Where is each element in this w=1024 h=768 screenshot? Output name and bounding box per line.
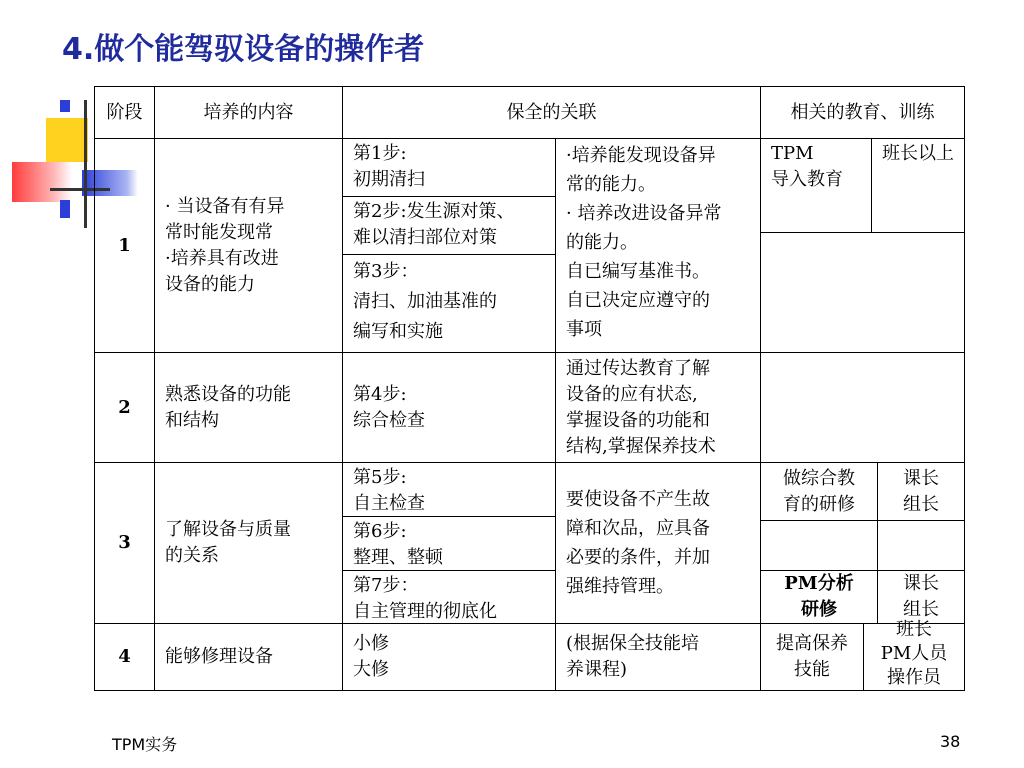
row4-stage: 4 [95, 624, 155, 690]
header-content: 培养的内容 [155, 87, 343, 139]
page-number: 38 [940, 732, 961, 751]
footer-label: TPM实务 [112, 735, 178, 754]
row3-education-1: 做综合教 育的研修 [761, 463, 878, 521]
row3-content: 了解设备与质量 的关系 [155, 463, 343, 624]
logo-blue-mark [60, 100, 70, 112]
row3-stage: 3 [95, 463, 155, 624]
row3-target-1: 课长 组长 [878, 463, 964, 521]
row4-relation: (根据保全技能培 养课程) [556, 624, 761, 690]
row4-content: 能够修理设备 [155, 624, 343, 690]
row2-content: 熟悉设备的功能 和结构 [155, 353, 343, 463]
row3-education-2-empty [761, 521, 878, 571]
row3-target-3: 课长 组长 [878, 571, 964, 624]
row2-empty [761, 353, 964, 463]
row3-step7: 第7步： 自主管理的彻底化 [343, 571, 556, 624]
row4-education: 提高保养 技能 [761, 624, 864, 690]
row1-stage: 1 [95, 139, 155, 353]
row1-target: 班长以上 [872, 139, 964, 233]
row4-target: 班长 PM人员 操作员 [880, 618, 948, 688]
row2-step4: 第4步: 综合检查 [343, 353, 556, 463]
row4-repair: 小修 大修 [343, 624, 556, 690]
slide-title: 4.做个能驾驭设备的操作者 [62, 32, 425, 67]
header-relation: 保全的关联 [343, 87, 761, 139]
logo-yellow-square [46, 118, 88, 162]
row2-relation: 通过传达教育了解 设备的应有状态, 掌握设备的功能和 结构,掌握保养技术 [556, 353, 761, 463]
row3-target-2-empty [878, 521, 964, 571]
logo-vertical-line [84, 100, 87, 228]
row1-step1: 第1步: 初期清扫 [343, 139, 556, 197]
row2-stage: 2 [95, 353, 155, 463]
header-stage: 阶段 [95, 87, 155, 139]
logo-blue-mark-lower [60, 200, 70, 218]
row1-education: TPM 导入教育 [761, 139, 872, 233]
logo-red-bar [12, 162, 72, 202]
row3-step5: 第5步: 自主检查 [343, 463, 556, 517]
row1-step2: 第2步:发生源对策、 难以清扫部位对策 [343, 197, 556, 255]
row1-step3: 第3步： 清扫、加油基准的 编写和实施 [343, 255, 556, 353]
row1-content: · 当设备有有异 常时能发现常 ·培养具有改进 设备的能力 [155, 139, 343, 353]
header-training: 相关的教育、训练 [761, 87, 964, 139]
row1-empty [761, 233, 964, 353]
row3-relation: 要使设备不产生故 障和次品，应具备 必要的条件，并加 强维持管理。 [556, 463, 761, 624]
row3-education-3: PM分析 研修 [761, 571, 878, 624]
tpm-training-table [94, 86, 965, 691]
row1-relation: ·培养能发现设备异 常的能力。 · 培养改进设备异常 的能力。 自已编写基准书。 自已决定应遵守的 事项 [556, 139, 761, 353]
row3-step6: 第6步: 整理、整顿 [343, 517, 556, 571]
